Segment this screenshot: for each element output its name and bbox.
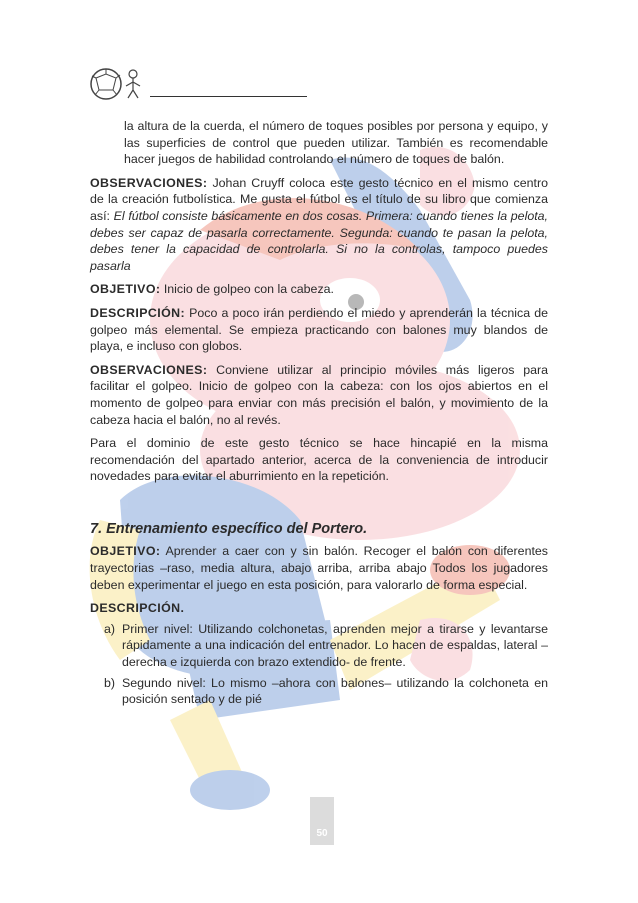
header-rule: [150, 96, 307, 97]
page-content: [90, 118, 548, 708]
descripcion-paragraph-2: [90, 600, 548, 617]
list-item-text: Primer nivel: Utilizando colchonetas, aprenden mejor a tirarse y levantarse rápidamente a una indicación del entrenador. Lo hacen de espaldas, lateral –derecha e izquierda con brazo extendido- de frente.: [122, 621, 548, 670]
descripcion-text-1: Poco a poco irán perdiendo el miedo y aprenderán la técnica de golpeo más elemental. Se empieza practicando con balones muy blandos de playa, e incluso con globos.: [90, 305, 548, 354]
observaciones-paragraph-2: [90, 362, 548, 428]
list-marker: a): [104, 621, 116, 636]
list-marker: b): [104, 675, 116, 690]
observaciones-label-1: OBSERVACIONES:: [90, 175, 208, 190]
football-sketch-logo-icon: [88, 64, 152, 104]
objetivo-label-2: OBJETIVO:: [90, 544, 161, 559]
section-7-title: 7. Entrenamiento específico del Portero.: [90, 520, 368, 537]
cruyff-quote: El fútbol consiste básicamente en dos cosas. Primera: cuando tienes la pelota, debes ser capaz de pasarla correctamente. Segunda: cuando te pasan la pelota, debes tener la capacidad de controlarla. Si no la controlas, tampoco puedes pasarla: [90, 208, 548, 273]
observaciones-label-2: OBSERVACIONES:: [90, 362, 208, 377]
observaciones-paragraph-1: [90, 175, 548, 275]
observaciones-text-1: Johan Cruyff coloca este gesto técnico en el mismo centro de la creación futbolística. Me gusta el fútbol es el título de su libro que comienza así:: [90, 175, 548, 223]
dominio-paragraph: Para el dominio de este gesto técnico se hace hincapié en la misma recomendación del apartado anterior, acerca de la conveniencia de introducir novedades para evitar el aburrimiento en la repetición.: [90, 436, 548, 484]
list-item: [90, 675, 548, 708]
observaciones-text-2: Conviene utilizar al principio móviles más ligeros para facilitar el golpeo. Inicio de golpeo con la cabeza: con los ojos abiertos en el momento de golpeo para enviar con más precisión el balón, y movimiento de la cabeza hacia el balón, no al revés.: [90, 362, 548, 427]
list-item: [90, 621, 548, 671]
descripcion-paragraph-1: [90, 305, 548, 355]
descripcion-label-2: DESCRIPCIÓN.: [90, 601, 185, 616]
objetivo-label-1: OBJETIVO:: [90, 282, 161, 297]
objetivo-paragraph-2: [90, 543, 548, 593]
objetivo-text-1: Inicio de golpeo con la cabeza.: [160, 282, 334, 297]
descripcion-label-1: DESCRIPCIÓN:: [90, 305, 185, 320]
objetivo-text-2: Aprender a caer con y sin balón. Recoger el balón con diferentes trayectorias –raso, media altura, abajo arriba, arriba abajo Todos los jugadores deben experimentar el juego en esta posición, para valorarlo de forma especial.: [90, 544, 548, 592]
objetivo-paragraph-1: [90, 281, 548, 298]
page-number: 50: [316, 828, 328, 839]
intro-paragraph: la altura de la cuerda, el número de toques posibles por persona y equipo, y las superficies de control que pueden utilizar. También es recomendable hacer juegos de habilidad controlando el número de toques de balón.: [124, 119, 548, 167]
list-item-text: Segundo nivel: Lo mismo –ahora con balones– utilizando la colchoneta en posición sentado y de pié: [122, 675, 548, 707]
